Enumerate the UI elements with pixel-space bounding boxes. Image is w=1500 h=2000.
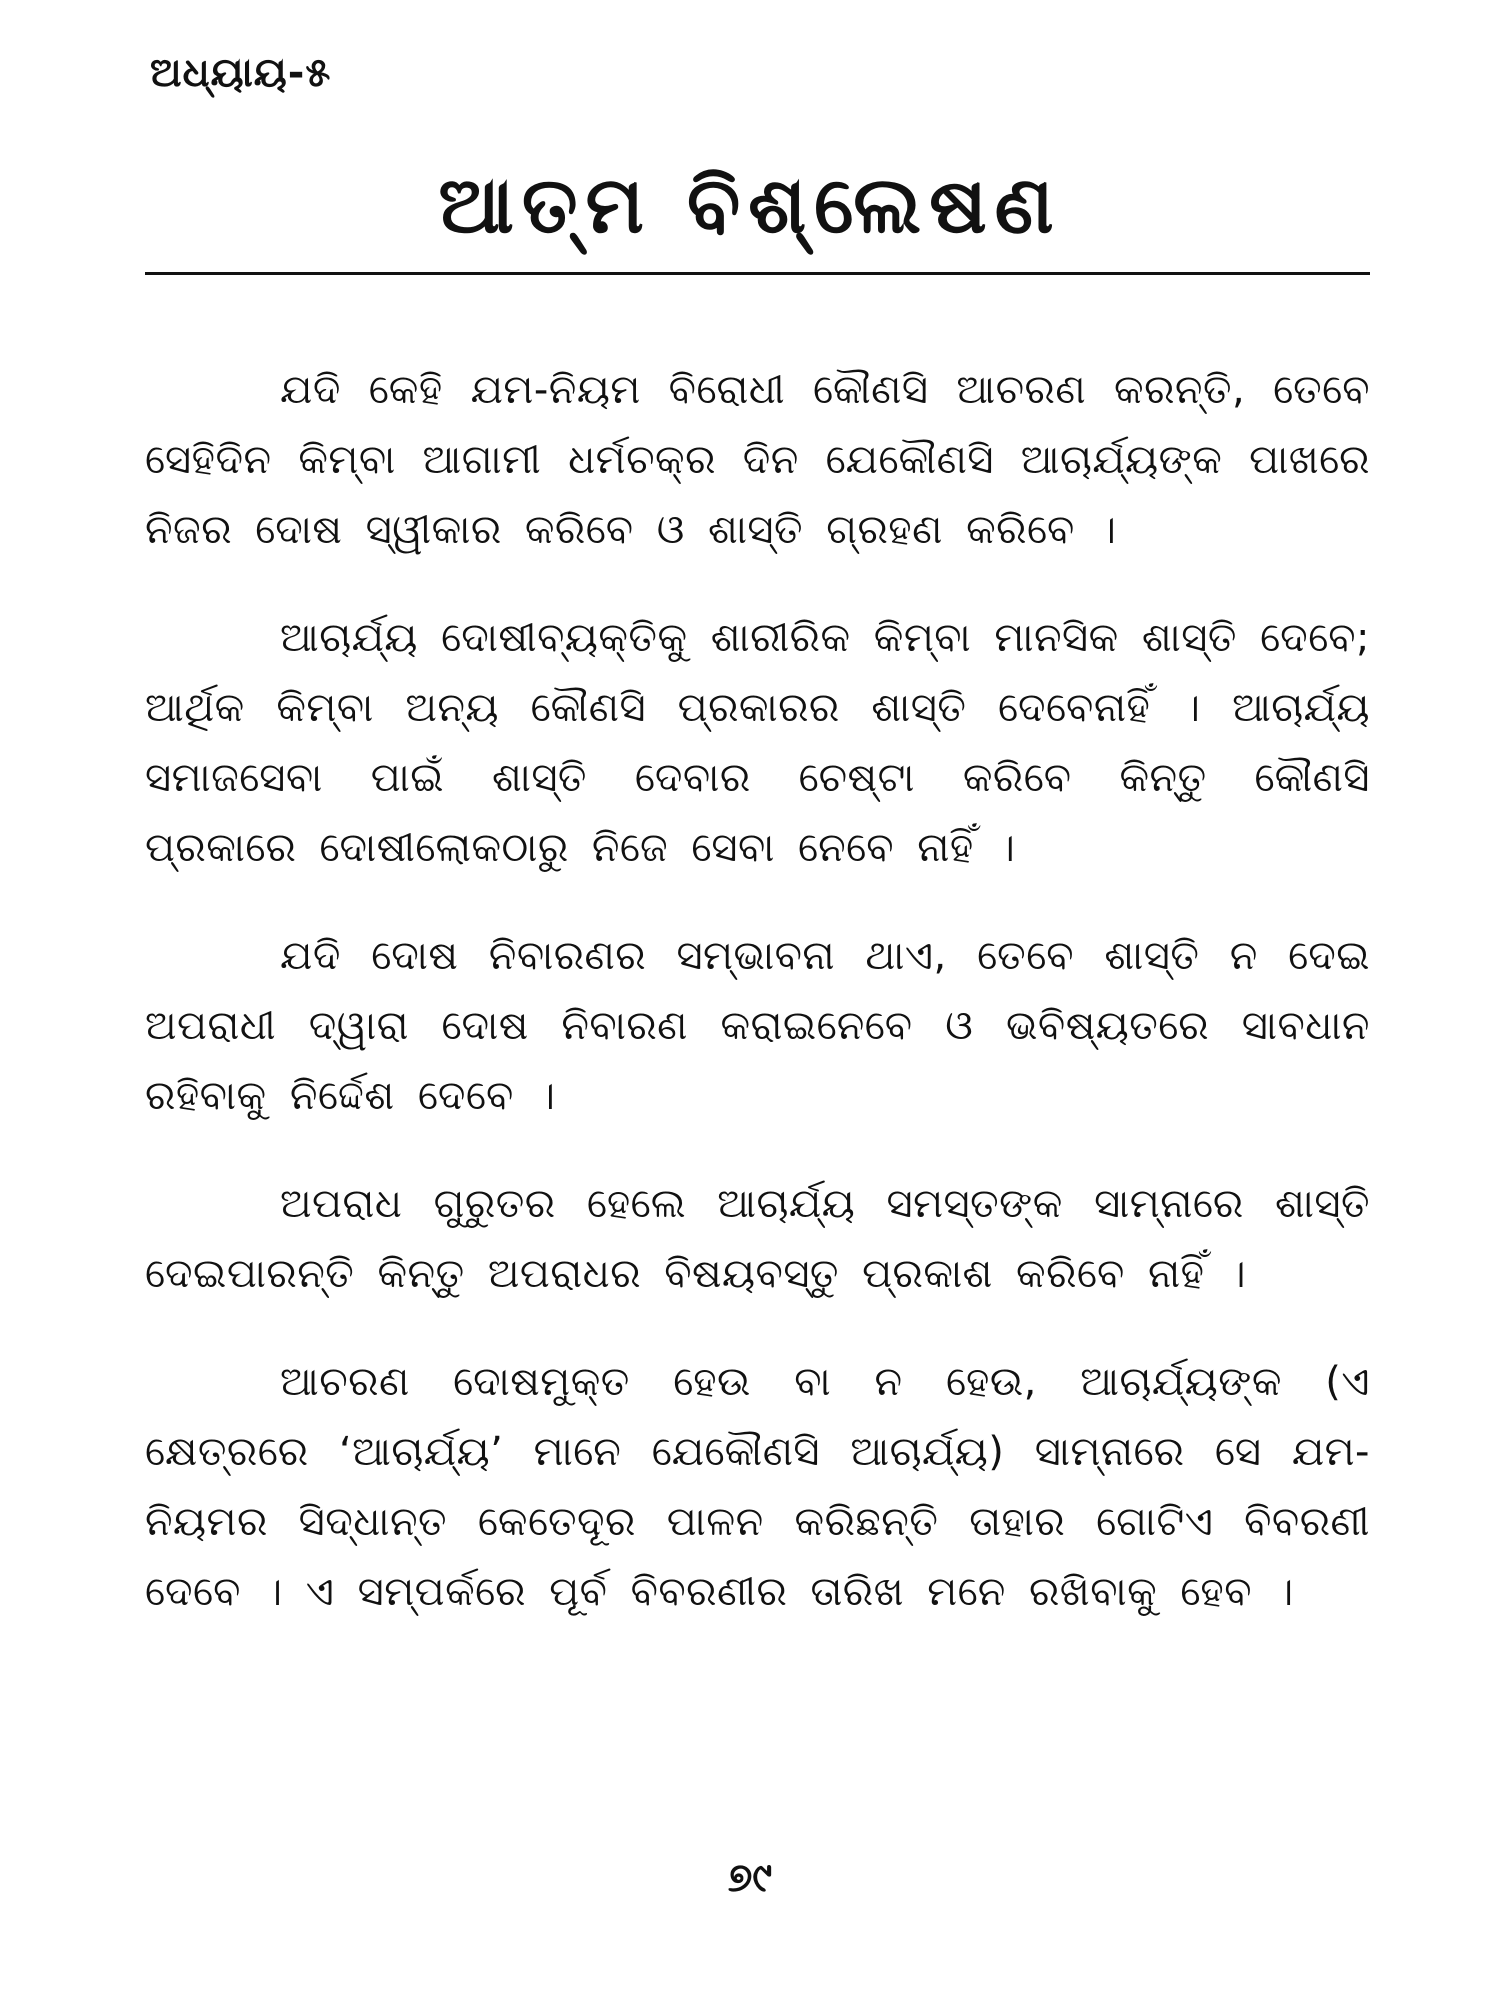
title-divider bbox=[145, 272, 1370, 275]
body-text bbox=[145, 355, 1370, 1665]
paragraph: ଯଦି ଦୋଷ ନିବାରଣର ସମ୍ଭାବନା ଥାଏ, ତେବେ ଶାସ୍ତି ନ ଦେଇ ଅପରାଧୀ ଦ୍ୱାରା ଦୋଷ ନିବାରଣ କରାଇନେବେ ଓ ଭବିଷ୍ୟତରେ ସାବଧାନ ରହିବାକୁ ନିର୍ଦ୍ଦେଶ ଦେବେ । bbox=[145, 933, 1370, 1119]
paragraph: ଆଚାର୍ଯ୍ୟ ଦୋଷୀବ୍ୟକ୍ତିକୁ ଶାରୀରିକ କିମ୍ବା ମାନସିକ ଶାସ୍ତି ଦେବେ; ଆର୍ଥିକ କିମ୍ବା ଅନ୍ୟ କୌଣସି ପ୍ରକାରର ଶାସ୍ତି ଦେବେନାହିଁ । ଆଚାର୍ଯ୍ୟ ସମାଜସେବା ପାଇଁ ଶାସ୍ତି ଦେବାର ଚେଷ୍ଟା କରିବେ କିନ୍ତୁ କୌଣସି ପ୍ରକାରେ ଦୋଷୀଲୋକଠାରୁ ନିଜେ ସେବା ନେବେ ନାହିଁ । bbox=[145, 615, 1370, 871]
chapter-label: ଅଧ୍ୟାୟ-୫ bbox=[150, 50, 332, 96]
page-title: ଆତ୍ମ ବିଶ୍ଲେଷଣ bbox=[438, 161, 1062, 251]
paragraph: ଅପରାଧ ଗୁରୁତର ହେଲେ ଆଚାର୍ଯ୍ୟ ସମସ୍ତଙ୍କ ସାମ୍ନାରେ ଶାସ୍ତି ଦେଇପାରନ୍ତି କିନ୍ତୁ ଅପରାଧର ବିଷୟବସ୍ତୁ ପ୍ରକାଶ କରିବେ ନାହିଁ । bbox=[145, 1181, 1370, 1297]
paragraph: ଯଦି କେହି ଯମ-ନିୟମ ବିରୋଧୀ କୌଣସି ଆଚରଣ କରନ୍ତି, ତେବେ ସେହିଦିନ କିମ୍ବା ଆଗାମୀ ଧର୍ମଚକ୍ର ଦିନ ଯେକୌଣସି ଆଚାର୍ଯ୍ୟଙ୍କ ପାଖରେ ନିଜର ଦୋଷ ସ୍ୱୀକାର କରିବେ ଓ ଶାସ୍ତି ଗ୍ରହଣ କରିବେ । bbox=[145, 367, 1370, 553]
page-number: ୭୯ bbox=[727, 1855, 773, 1901]
paragraph: ଆଚରଣ ଦୋଷମୁକ୍ତ ହେଉ ବା ନ ହେଉ, ଆଚାର୍ଯ୍ୟଙ୍କ (ଏ କ୍ଷେତ୍ରରେ ‘ଆଚାର୍ଯ୍ୟ’ ମାନେ ଯେକୌଣସି ଆଚାର୍ଯ୍ୟ) ସାମ୍ନାରେ ସେ ଯମ-ନିୟମର ସିଦ୍ଧାନ୍ତ କେତେଦୂର ପାଳନ କରିଛନ୍ତି ତାହାର ଗୋଟିଏ ବିବରଣୀ ଦେବେ । ଏ ସମ୍ପର୍କରେ ପୂର୍ବ ବିବରଣୀର ତାରିଖ ମନେ ରଖିବାକୁ ହେବ । bbox=[145, 1359, 1370, 1615]
